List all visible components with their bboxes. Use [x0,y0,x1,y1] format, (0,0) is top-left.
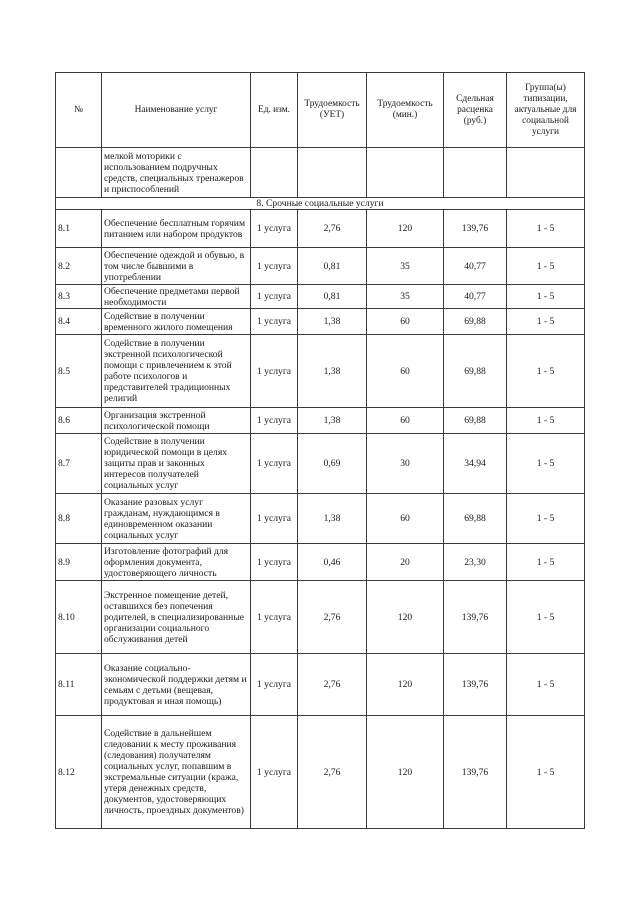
row-name: Содействие в получении временного жилого помещения [102,309,251,335]
row-group: 1 - 5 [507,309,585,335]
row-group: 1 - 5 [507,544,585,581]
row-uet: 0,81 [298,285,367,309]
row-rate: 139,76 [444,654,507,716]
table-row [56,248,585,285]
continuation-name: мелкой моторики с использованием подручных средств, специальных тренажеров и приспособлений [102,148,251,198]
row-min: 120 [367,581,444,654]
row-name: Обеспечение предметами первой необходимости [102,285,251,309]
row-rate: 40,77 [444,285,507,309]
continuation-min [367,148,444,198]
row-name: Оказание социально-экономической поддержки детям и семьям с детьми (вещевая, продуктовая и иная помощь) [102,654,251,716]
table-row [56,408,585,434]
row-group: 1 - 5 [507,248,585,285]
row-name: Содействие в дальнейшем следовании к месту проживания (следования) получателям социальных услуг, попавшим в экстремальные ситуации (кража, утеря денежных средств, документов, удостоверяющих личность, проездных документов) [102,716,251,829]
row-min: 60 [367,494,444,544]
table-row [56,581,585,654]
row-uet: 1,38 [298,408,367,434]
row-num: 8.3 [56,285,102,309]
row-num: 8.12 [56,716,102,829]
continuation-unit [251,148,298,198]
row-num: 8.1 [56,210,102,248]
row-unit: 1 услуга [251,210,298,248]
row-uet: 0,69 [298,434,367,494]
row-min: 35 [367,285,444,309]
table-row [56,335,585,408]
row-min: 60 [367,335,444,408]
row-rate: 69,88 [444,494,507,544]
row-name: Экстренное помещение детей, оставшихся без попечения родителей, в специализированные организации социального обслуживания детей [102,581,251,654]
row-num: 8.5 [56,335,102,408]
row-rate: 34,94 [444,434,507,494]
row-group: 1 - 5 [507,716,585,829]
row-unit: 1 услуга [251,248,298,285]
row-group: 1 - 5 [507,494,585,544]
row-group: 1 - 5 [507,285,585,309]
row-unit: 1 услуга [251,285,298,309]
table-row [56,654,585,716]
row-unit: 1 услуга [251,544,298,581]
row-min: 120 [367,210,444,248]
table-header-row [56,73,585,148]
row-uet: 2,76 [298,654,367,716]
row-rate: 69,88 [444,408,507,434]
table-row [56,494,585,544]
table-row [56,309,585,335]
row-uet: 2,76 [298,716,367,829]
continuation-num [56,148,102,198]
row-uet: 2,76 [298,210,367,248]
row-group: 1 - 5 [507,408,585,434]
continuation-group [507,148,585,198]
row-rate: 40,77 [444,248,507,285]
row-uet: 0,81 [298,248,367,285]
header-rate: Сдельная расценка (руб.) [444,73,507,148]
row-uet: 1,38 [298,335,367,408]
row-group: 1 - 5 [507,654,585,716]
row-min: 120 [367,654,444,716]
row-unit: 1 услуга [251,335,298,408]
row-rate: 69,88 [444,335,507,408]
continuation-rate [444,148,507,198]
header-labor-min: Трудоемкость (мин.) [367,73,444,148]
row-uet: 1,38 [298,309,367,335]
row-name: Обеспечение одеждой и обувью, в том числе бывшими в употреблении [102,248,251,285]
continuation-uet [298,148,367,198]
row-group: 1 - 5 [507,210,585,248]
row-num: 8.9 [56,544,102,581]
section-header-row [56,198,585,210]
continuation-row [56,148,585,198]
header-labor-uet: Трудоемкость (УЕТ) [298,73,367,148]
header-num: № [56,73,102,148]
table-row [56,544,585,581]
row-unit: 1 услуга [251,581,298,654]
table-row [56,434,585,494]
row-min: 60 [367,408,444,434]
row-num: 8.2 [56,248,102,285]
row-rate: 139,76 [444,716,507,829]
row-unit: 1 услуга [251,309,298,335]
row-group: 1 - 5 [507,581,585,654]
row-unit: 1 услуга [251,494,298,544]
row-num: 8.7 [56,434,102,494]
row-rate: 139,76 [444,581,507,654]
row-uet: 1,38 [298,494,367,544]
table-row [56,285,585,309]
row-uet: 0,46 [298,544,367,581]
header-unit: Ед. изм. [251,73,298,148]
row-unit: 1 услуга [251,434,298,494]
row-num: 8.6 [56,408,102,434]
row-unit: 1 услуга [251,408,298,434]
row-name: Обеспечение бесплатным горячим питанием или набором продуктов [102,210,251,248]
row-min: 35 [367,248,444,285]
table-row [56,716,585,829]
row-rate: 23,30 [444,544,507,581]
table-row [56,210,585,248]
row-group: 1 - 5 [507,335,585,408]
row-name: Организация экстренной психологической помощи [102,408,251,434]
header-name: Наименование услуг [102,73,251,148]
section-title: 8. Срочные социальные услуги [56,198,585,210]
row-rate: 139,76 [444,210,507,248]
row-num: 8.8 [56,494,102,544]
row-name: Содействие в получении экстренной психологической помощи с привлечением к этой работе психологов и представителей традиционных религий [102,335,251,408]
header-groups: Группа(ы) типизации, актуальные для социальной услуги [507,73,585,148]
row-num: 8.10 [56,581,102,654]
row-group: 1 - 5 [507,434,585,494]
row-unit: 1 услуга [251,654,298,716]
row-name: Оказание разовых услуг гражданам, нуждающимся в единовременном оказании социальных услуг [102,494,251,544]
row-min: 120 [367,716,444,829]
row-uet: 2,76 [298,581,367,654]
row-unit: 1 услуга [251,716,298,829]
services-table [55,72,585,829]
row-name: Изготовление фотографий для оформления документа, удостоверяющего личность [102,544,251,581]
row-num: 8.11 [56,654,102,716]
row-num: 8.4 [56,309,102,335]
row-min: 60 [367,309,444,335]
row-min: 20 [367,544,444,581]
row-min: 30 [367,434,444,494]
row-rate: 69,88 [444,309,507,335]
row-name: Содействие в получении юридической помощи в целях защиты прав и законных интересов получателей социальных услуг [102,434,251,494]
